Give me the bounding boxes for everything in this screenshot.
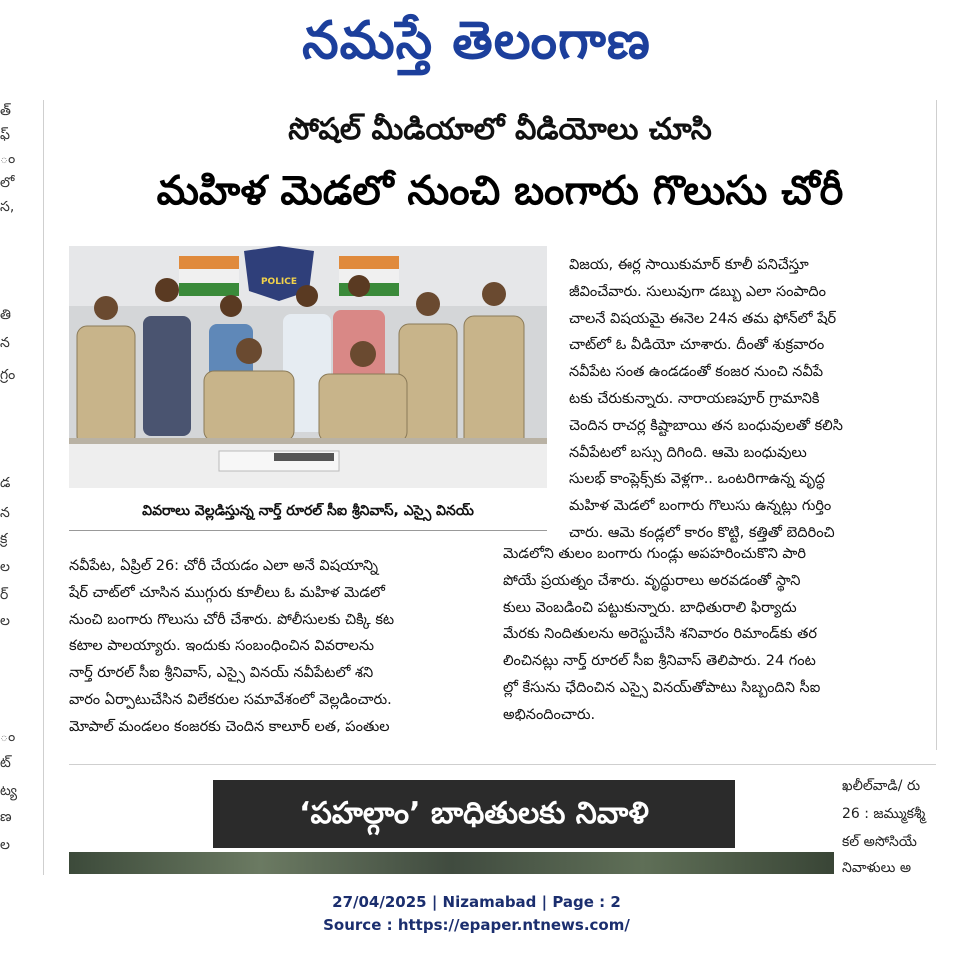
text-line: షేర్ చాట్‌లో చూసిన ముగ్గురు కూలీలు ఓ మహిళ మెడలో <box>69 584 385 601</box>
left-fragment: గ్రం <box>0 367 16 383</box>
left-fragment: న <box>0 505 10 521</box>
second-article-photo <box>69 852 834 874</box>
text-line: నుంచి బంగారు గొలుసు చోరీ చేశారు. పోలీసులకు చిక్కి కట <box>69 611 395 628</box>
left-fragment: ం <box>0 729 16 745</box>
text-line: సులభ్ కాంప్లెక్స్‌కు వెళ్లగా.. ఒంటరిగాఉన్న వృద్ధ <box>569 471 825 488</box>
text-line: నవీపేట, ఏప్రిల్ 26: చోరీ చేయడం ఎలా అనే విషయాన్ని <box>69 558 379 574</box>
caption-divider <box>69 530 547 531</box>
adjacent-article-right-fragment: నివాళులు అ <box>842 860 912 874</box>
left-fragment: లో <box>0 175 15 191</box>
text-line: నార్త్ రూరల్ సీఐ శ్రీనివాస్, ఎస్సై వినయ్ నవీపేటలో శని <box>69 665 374 682</box>
text-line: మెడలోని తులం బంగారు గుండ్లు అపహరించుకొని పారి <box>503 546 806 562</box>
text-line: నవీపేటలో బస్సు దిగింది. ఆమె బంధువులు <box>569 444 807 461</box>
text-line: కటాల పాలయ్యారు. ఇందుకు సంబంధించిన వివరాలను <box>69 638 375 655</box>
press-meet-photo-illustration <box>69 246 547 488</box>
text-line: చాలనే విషయమై ఈనెల 24న తమ ఫోన్‌లో షేర్ <box>569 310 837 327</box>
left-fragment: డ <box>0 475 11 491</box>
text-line: లించినట్లు నార్త్ రూరల్ సీఐ శ్రీనివాస్ తెలిపారు. 24 గంట <box>503 653 816 670</box>
text-line: పోయే ప్రయత్నం చేశారు. వృద్ధురాలు అరవడంతో స్థాని <box>503 572 801 589</box>
left-fragment: ల <box>0 559 10 575</box>
adjacent-article-right-fragment: కల్ అసోసియే <box>842 834 917 850</box>
text-line: జీవించేవారు. సులువుగా డబ్బు ఎలా సంపాదిం <box>569 283 827 300</box>
left-fragment: ల <box>0 837 10 853</box>
photo-caption: వివరాలు వెల్లడిస్తున్న నార్త్ రూరల్ సీఐ శ్రీనివాస్, ఎస్సై వినయ్ <box>142 503 474 519</box>
left-fragment: ం <box>0 151 16 167</box>
second-article-headline: ‘పహల్గాం’ బాధితులకు నివాళి <box>213 780 735 848</box>
left-fragment: ట్ <box>0 755 11 771</box>
text-line: నవీపేట సంత ఉండడంతో కంజర నుంచి నవీపే <box>569 364 824 381</box>
left-column-divider <box>43 100 44 875</box>
text-line: టకు చేరుకున్నారు. నారాయణపూర్ గ్రామానికి <box>569 390 820 407</box>
left-fragment: ట్య <box>0 783 18 799</box>
newspaper-masthead: నమస్తే తెలంగాణ <box>302 11 651 71</box>
press-meet-photo <box>69 246 547 488</box>
article-bottom-divider <box>69 764 936 765</box>
left-fragment: ర్ <box>0 587 9 603</box>
left-fragment: న <box>0 335 10 351</box>
left-fragment: తి <box>0 307 11 323</box>
adjacent-article-right-fragment: ఖలీల్‌వాడి/ రు <box>842 778 921 794</box>
text-line: ల్లో కేసును ఛేదించిన ఎస్సై వినయ్‌తోపాటు సిబ్బందిని సీఐ <box>503 679 821 696</box>
text-line: వారం ఏర్పాటుచేసిన విలేకరుల సమావేశంలో వెల్లడించారు. <box>69 691 392 708</box>
article-column-right-top <box>569 252 936 547</box>
article-column-left <box>69 553 479 741</box>
article-headline: మహిళ మెడలో నుంచి బంగారు గొలుసు చోరీ <box>156 168 844 214</box>
left-fragment: క్ర <box>0 531 8 547</box>
left-fragment: ల <box>0 613 10 629</box>
text-line: మహిళ మెడలో బంగారు గొలుసు ఉన్నట్లు గుర్తిం <box>569 498 832 515</box>
text-line: విజయ, ఈర్ల సాయికుమార్ కూలీ పనిచేస్తూ <box>569 257 809 273</box>
left-fragment: స, <box>0 199 15 215</box>
text-line: చెందిన రాచర్ల కిష్టాబాయి తన బంధువులతో కలిసి <box>569 417 843 434</box>
left-fragment: ఫ్ <box>0 127 10 143</box>
footer-source-link[interactable]: Source : https://epaper.ntnews.com/ <box>323 916 630 934</box>
text-line: కులు వెంబడించి పట్టుకున్నారు. బాధితురాలి ఫిర్యాదు <box>503 599 797 616</box>
footer-edition-info: 27/04/2025 | Nizamabad | Page : 2 <box>332 893 621 911</box>
article-column-right-bottom <box>503 541 936 729</box>
text-line: చాట్‌లో ఓ వీడియో చూశారు. దీంతో శుక్రవారం <box>569 337 825 354</box>
text-line: చారు. ఆమె కండ్లలో కారం కొట్టి, కత్తితో బెదిరించి <box>569 524 835 541</box>
article-kicker: సోషల్ మీడియాలో వీడియోలు చూసి <box>288 112 712 147</box>
text-line: అభినందించారు. <box>503 706 596 723</box>
text-line: మోపాల్ మండలం కంజరకు చెందిన కాలూర్ లత, పంతుల <box>69 718 390 735</box>
police-logo-text: POLICE <box>260 277 298 287</box>
adjacent-article-right-fragment: 26 : జమ్ముకశ్మీ <box>842 806 926 822</box>
left-fragment: ణ <box>0 809 12 825</box>
left-fragment: త్ <box>0 103 11 119</box>
text-line: మేరకు నిందితులను అరెస్టుచేసి శనివారం రిమాండ్‌కు తర <box>503 626 817 643</box>
